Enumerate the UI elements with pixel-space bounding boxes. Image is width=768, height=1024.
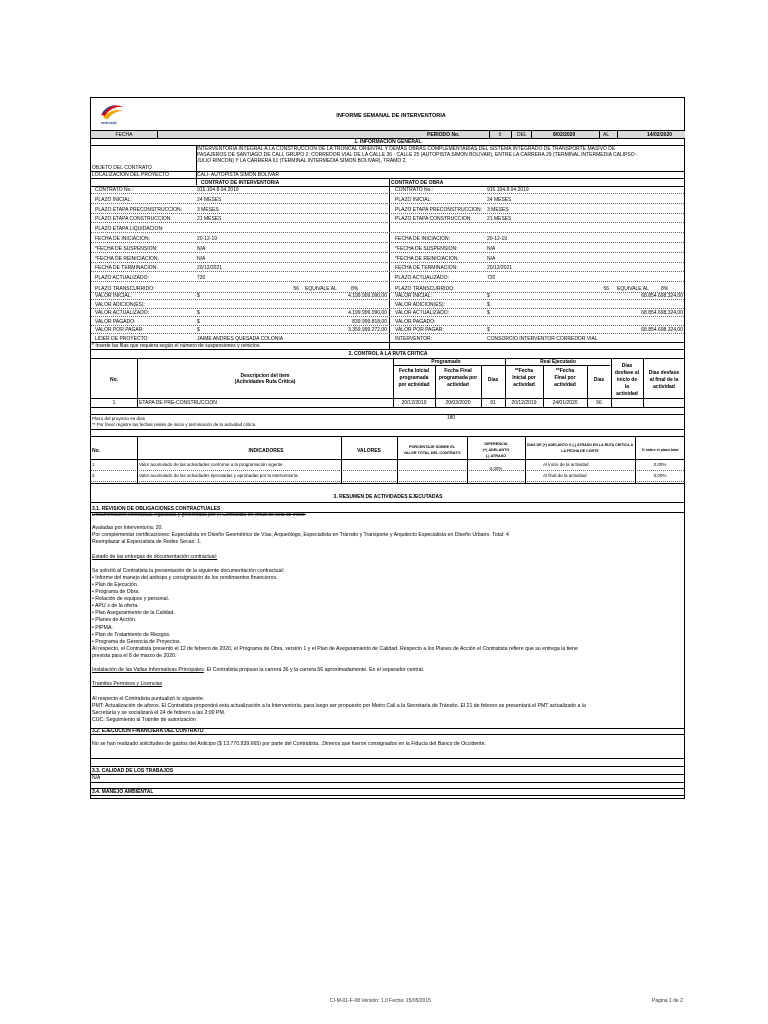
activity-line: Estado de las entregas de documentación contractual: xyxy=(92,553,218,560)
pct-label-2: VALOR TOTAL DEL CONTRATO xyxy=(403,451,461,455)
ff-real-label-1: **Fecha xyxy=(555,368,575,374)
ci-row-line xyxy=(91,186,388,194)
ff-real-label-3: actividad xyxy=(554,382,576,388)
ci-row-value: 720 xyxy=(197,275,206,282)
indicator-cell: Al inicio de la actividad xyxy=(543,462,589,467)
ci-row-label: PLAZO ETAPA PRECONSTRUCCION: xyxy=(95,206,183,213)
ci-row-line xyxy=(91,215,388,223)
co-row-line xyxy=(389,186,684,194)
ci-row-value: 915.104.8.04.2019 xyxy=(197,187,239,193)
activity-line: • Programa de Obra. xyxy=(92,589,140,595)
ind-plazo-label: % sobre el plazo total xyxy=(641,448,679,452)
co-money-line xyxy=(389,292,684,300)
ci-row-value: N/A xyxy=(197,245,206,252)
ci-row-label: *FECHA DE REINICIACION: xyxy=(95,255,159,262)
activity-line: Secretaría y se socializará el 24 de febrero a las 2:00 PM. xyxy=(92,709,226,716)
ind-no-label: No. xyxy=(92,448,101,454)
ci-row-line xyxy=(91,255,388,263)
co-money-value: 68.854.698.324,00 xyxy=(641,293,683,299)
ci-money-label: VALOR POR PAGAR: xyxy=(95,327,144,334)
co-money-label: VALOR PAGADO: xyxy=(395,318,436,325)
ci-row-label: *FECHA DE SUSPENSIÓN: xyxy=(95,245,158,252)
co-row-label: PLAZO ETAPA PRECONSTRUCCION: xyxy=(395,206,483,213)
ind-dias-label-2: LA FECHA DE CORTE xyxy=(561,449,599,453)
ci-row-value: 20/12/2021 xyxy=(197,265,223,272)
co-row-line xyxy=(389,245,684,253)
ci-money-line xyxy=(91,309,388,317)
section-2-note: ** Por favor registre las fechas reales de inicio y terminación de la actividad critica. xyxy=(92,422,257,427)
ci-money-currency: $ xyxy=(197,293,200,299)
ci-money-line xyxy=(91,292,388,300)
activity-line: • Plan de Tratamiento de Riesgos. xyxy=(92,631,171,638)
indicadores-label: INDICADORES xyxy=(248,448,284,454)
footer-page: Página 1 de 2 xyxy=(652,998,683,1004)
activity-line: PMT: Actualización de aforos. El Contratista propondrá esta actualización a la Interventoría, para luego ser propuesto por Metro Cali a la Secretaría de Tránsito. El 21 de febrero se presentará el PMT actualizado a la xyxy=(92,702,586,709)
dd-fin-label-2: al final de la xyxy=(649,377,679,383)
ci-money-value: 4.199.999.090,00 xyxy=(348,293,387,299)
co-row-label: CONTRATO No.: xyxy=(395,187,434,193)
objeto-line-3: JULIO RINCÓN) Y LA CARRERA 61 (TERMINAL INTERMEDIA SIMON BOLIVAR), TRAMO 2. xyxy=(197,158,407,164)
ci-row-line xyxy=(91,196,388,204)
metrocali-logo xyxy=(99,103,125,125)
ci-money-value: 3.359.999.272,00 xyxy=(348,327,387,334)
activity-line: • Plan de Ejecución. xyxy=(92,581,139,588)
co-row-line xyxy=(389,255,684,263)
ci-row-line xyxy=(91,245,388,253)
dd-ini-label-4: la xyxy=(624,384,630,390)
indicator-cell: Al final de la actividad xyxy=(543,473,587,478)
co-row-line xyxy=(389,225,684,233)
ff-real-label-2: Final por xyxy=(554,375,576,381)
activity-line: prevista para el 8 de marzo de 2020. xyxy=(92,652,177,659)
dif-label-2: (+) ADELANTO xyxy=(482,448,510,452)
periodo-number: 5 xyxy=(498,132,502,138)
footer-code: CI-M-01-F-08 Versión: 1.0 Fecha: 15/05/2015 xyxy=(330,998,431,1004)
lider-label: LIDER DE PROYECTO: xyxy=(95,336,149,342)
subsection-3-4-title: 3.4. MANEJO AMBIENTAL xyxy=(92,789,154,795)
ff-prog-label-1: Fecha Final xyxy=(444,368,472,374)
localizacion-label: LOCALIZACION DEL PROYECTO xyxy=(92,172,169,178)
section-2-title: 2. CONTROL A LA RUTA CRITICA xyxy=(348,351,428,357)
cr-row-dias-prog: 91 xyxy=(490,400,496,406)
periodo-label: PERIODO No. xyxy=(427,132,460,138)
subsection-3-2-text: No se han realizado solicitudes de gastos del Anticipo ($ 13.770.939.665) por parte del Contratista. .Dineros que fueron consignados en la Fiducia del Banco de Occidente. xyxy=(92,741,486,747)
cr-row-dias-real: 56 xyxy=(596,400,602,406)
subsection-3-2-title: 3.2. EJECUCION FINANCIERA DEL CONTRATO xyxy=(92,728,204,734)
ci-row-label: PLAZO ACTUALIZADO: xyxy=(95,275,149,282)
co-row-line xyxy=(389,215,684,223)
co-plazo-days: 56 xyxy=(603,286,609,292)
fi-prog-label-2: programada xyxy=(399,375,429,381)
co-row-label: *FECHA DE REINICIACION: xyxy=(395,255,459,262)
cr-row-desc: ETAPA DE PRE-CONSTRUCCION xyxy=(139,400,217,406)
interventor-label: INTERVENTOR: xyxy=(395,336,433,342)
co-money-line xyxy=(389,318,684,326)
activity-line: • PIPMA. xyxy=(92,624,113,631)
fi-real-label-1: **Fecha xyxy=(514,368,534,374)
co-money-line xyxy=(389,309,684,317)
co-row-value: N/A xyxy=(487,245,496,252)
dd-ini-label-3: inicio de xyxy=(616,377,638,383)
indicator-cell: Valor acumulado de las actividades ejecutadas y aprobadas por la Interventoría. xyxy=(139,473,299,478)
ci-row-label: FECHA DE TERMINACION: xyxy=(95,265,158,272)
activity-line: Por complementar certificaciones: Especialista en Diseño Geométrico de Vías, Arqueólogo, Especialista en Tránsito y Transporte y Arquitecto Especialista en Diseño Urbano. Total: 4 xyxy=(92,532,509,539)
section-1-title: 1. INFORMACIÓN GENERAL xyxy=(354,139,422,145)
co-row-value: N/A xyxy=(487,255,496,262)
real-label: Real Ejecutado xyxy=(540,359,576,365)
ci-row-line xyxy=(91,274,388,282)
subsection-3-3-title: 3.3. CALIDAD DE LOS TRABAJOS xyxy=(92,768,174,774)
ci-money-label: VALOR ACTUALIZADO: xyxy=(95,310,150,317)
ci-plazo-label: PLAZO TRANSCURRIDO: xyxy=(95,286,155,292)
ci-money-line xyxy=(91,326,388,334)
co-row-label: FECHA DE INICIACION: xyxy=(395,236,451,242)
ci-row-value: N/A xyxy=(197,255,206,262)
co-money-line xyxy=(389,326,684,334)
ci-row-label: CONTRATO No.: xyxy=(95,187,134,193)
co-row-label: *FECHA DE SUSPENSIÓN: xyxy=(395,245,458,252)
dias-real-label: Días xyxy=(593,377,605,383)
localizacion-value: CALI- AUTOPISTA SIMON BOLIVAR xyxy=(197,172,279,178)
fi-prog-label-3: por actividad xyxy=(398,382,430,388)
del-date: 8/02/2020 xyxy=(553,132,576,138)
co-row-line xyxy=(389,274,684,282)
ci-row-label: FECHA DE INICIACION: xyxy=(95,236,151,242)
ci-row-line xyxy=(91,264,388,272)
activity-line: • APU´s de la oferta. xyxy=(92,603,139,610)
co-row-label: PLAZO ETAPA CONSTRUCCIÓN: xyxy=(395,216,472,223)
co-row-label: PLAZO INICIAL: xyxy=(395,196,432,203)
ff-prog-label-2: programada por xyxy=(438,375,478,381)
fi-real-label-2: Inicial por xyxy=(512,375,536,381)
ci-money-label: VALOR ADICION(ES): xyxy=(95,301,145,308)
ci-row-label: PLAZO ETAPA CONSTRUCCIÓN: xyxy=(95,216,172,223)
objeto-line-1: INTERVENTORÍA INTEGRAL A LA CONSTRUCCIÓN DE LA TRONCAL ORIENTAL Y DEMÁS OBRAS COMPLEMENTARIAS DEL SISTEMA INTEGRADO DE TRANSPORTE MASIVO DE xyxy=(197,146,616,152)
co-row-line xyxy=(389,264,684,272)
ci-row-line xyxy=(91,235,388,243)
activity-line: Tramites Permisos y Licencias xyxy=(92,681,163,688)
co-row-line xyxy=(389,196,684,204)
dd-ini-label-2: desfase al xyxy=(614,370,640,376)
cr-row-ff-prog: 20/03/2020 xyxy=(445,400,471,406)
logo-swoosh-icon xyxy=(99,103,125,121)
indicator-cell: 0,00% xyxy=(653,473,667,478)
co-row-label: PLAZO ACTUALIZADO: xyxy=(395,275,449,282)
valores-label: VALORES xyxy=(357,448,381,454)
section-1-note: * Inserte las filas que requiera según el número de suspensiones y reinicios. xyxy=(92,343,261,349)
ff-prog-label-3: actividad xyxy=(447,382,469,388)
co-money-currency: $ xyxy=(487,301,490,308)
ci-money-currency: $ xyxy=(197,310,200,317)
ci-plazo-days: 56 xyxy=(293,286,299,292)
co-money-label: VALOR ADICION(ES): xyxy=(395,301,445,308)
contrato-interventoria-title: CONTRATO DE INTERVENTORIA xyxy=(201,180,280,186)
co-money-value: 68.854.698.324,00 xyxy=(641,327,683,334)
co-money-line xyxy=(389,301,684,309)
logo-text: metrocali xyxy=(101,121,117,125)
ci-equivale-label: EQUIVALE AL xyxy=(305,286,337,292)
activity-line: Se solicitó al Contratista la presentación de la siguiente documentación contractual: xyxy=(92,567,285,574)
activity-line: • Informe del manejo del anticipo y consignación de los rendimientos financieros. xyxy=(92,574,278,581)
ci-money-line xyxy=(91,301,388,309)
dd-fin-label-3: actividad xyxy=(653,384,675,390)
cr-row-no: 1 xyxy=(112,400,116,406)
fi-prog-label-1: Fecha Inicial xyxy=(398,368,429,374)
dif-label-3: (-) ATRASO xyxy=(485,454,507,458)
dias-prog-label: Días xyxy=(487,377,499,383)
co-row-label: FECHA DE TERMINACION: xyxy=(395,265,458,272)
ci-money-currency: $ xyxy=(197,327,200,334)
interventor-value: CONSORCIO INTERVENTOR CORREDOR VIAL xyxy=(487,336,598,342)
co-row-value: 20/12/2021 xyxy=(487,265,513,272)
activity-line: Reemplazar al Especialista de Redes Secas: 1. xyxy=(92,539,202,546)
objeto-line-2: PASAJEROS DE SANTIAGO DE CALI, GRUPO 2: CORREDOR VIAL DE LA CALLE 36 - CALLE 25 (AUTOPISTA SIMON BOLIVAR), ENTRE LA CARRERA 29 (TERMINAL INTERMEDIA CALIPSO - xyxy=(197,152,638,158)
ci-row-line xyxy=(91,225,388,233)
dif-label-1: DIFERENCIA xyxy=(484,442,508,446)
co-row-line xyxy=(389,206,684,214)
ind-dias-label-1: DIAS DE (+) ADELANTO O (-) ATRASO EN LA RUTA CRITICA A xyxy=(526,443,634,447)
activity-line: • Programa de Gerencia de Proyectos. xyxy=(92,638,181,645)
indicator-row-line xyxy=(91,461,684,471)
ci-money-line xyxy=(91,318,388,326)
indicator-cell: 0,00% xyxy=(653,462,667,467)
pct-label-1: PORCENTAJE SOBRE EL xyxy=(408,445,456,449)
report-sheet xyxy=(90,97,685,799)
activity-line: Instalación de las Vallas Informativas Principales: El Contratista propuso la carrera 36 y la carrera 56 aproximadamente. En el separador central. xyxy=(92,667,425,674)
ci-plazo-pct: 8% xyxy=(351,286,359,292)
al-label: AL xyxy=(603,132,610,138)
programado-label: Programado xyxy=(431,359,461,365)
ci-money-label: VALOR PAGADO: xyxy=(95,318,136,325)
co-money-label: VALOR POR PAGAR: xyxy=(395,327,444,334)
plazo-proyecto-label: Plazo del proyecto en días xyxy=(92,416,146,421)
ci-money-value: 839.999.818,00 xyxy=(352,318,387,325)
ci-row-line xyxy=(91,206,388,214)
desc-label-1: Descripcion del item xyxy=(240,373,290,379)
co-money-currency: $ xyxy=(487,293,490,299)
ci-row-label: PLAZO INICIAL: xyxy=(95,196,132,203)
activity-line: Al respecto, el Contratista presentó el 12 de febrero de 2020, el Programa de Obra, versión 1 y el Plan de Aseguramiento de Calidad. Respecto a los Planes de Acción el Contratista refiere que su entrega la tiene xyxy=(92,645,578,652)
fecha-label: FECHA xyxy=(115,132,133,138)
dd-ini-label-5: actividad xyxy=(616,391,638,397)
lider-value: JAIME ANDRES QUESADA COLONIA xyxy=(197,336,284,342)
co-row-value: 20-12-19 xyxy=(487,236,508,242)
dd-ini-label-1: Días xyxy=(621,363,633,369)
section-3-title: 3. RESUMEN DE ACTIVIDADES EJECUTADAS xyxy=(333,494,443,500)
indicator-cell: 0,00% xyxy=(489,466,503,471)
ci-money-label: VALOR INICIAL: xyxy=(95,293,132,299)
co-row-value: 3 MESES xyxy=(487,206,509,213)
co-money-value: 68.854.698.324,00 xyxy=(641,310,683,317)
del-label: DEL xyxy=(517,132,527,138)
indicator-cell: 1 xyxy=(92,462,95,467)
co-plazo-label: PLAZO TRANSCURRIDO: xyxy=(395,286,455,292)
indicator-cell: 2 xyxy=(92,473,95,478)
ci-row-value: 20-12-19 xyxy=(197,236,218,242)
co-money-label: VALOR ACTUALIZADO: xyxy=(395,310,450,317)
activity-line: Avaladas por Interventoría: 20. xyxy=(92,525,163,532)
plazo-proyecto-value: 180 xyxy=(446,415,456,421)
ci-row-label: PLAZO ETAPA LIQUIDACION: xyxy=(95,226,164,233)
report-title: INFORME SEMANAL DE INTERVENTORIA xyxy=(336,113,446,119)
co-money-currency: $ xyxy=(487,310,490,317)
co-row-value: 24 MESES xyxy=(487,196,512,203)
subsection-3-1-title: 3.1. REVISION DE OBLIGACIONES CONTRACTUALES xyxy=(92,506,221,512)
co-money-currency: $ xyxy=(487,327,490,334)
indicator-cell: Valor acumulado de las actividades conforme a la programación vigente xyxy=(139,462,283,467)
cr-row-ff-real: 24/01/2020 xyxy=(552,400,578,406)
co-equivale-label: EQUIVALE AL xyxy=(617,286,649,292)
co-row-value: 21 MESES xyxy=(487,216,512,223)
ci-money-value: 4.199.999.090,00 xyxy=(348,310,387,317)
co-money-label: VALOR INICIAL: xyxy=(395,293,432,299)
co-row-value: 915.104.8.04.2019 xyxy=(487,187,529,193)
ci-money-currency: $ xyxy=(197,318,200,325)
no-label: No. xyxy=(109,377,119,383)
co-row-value: 720 xyxy=(487,275,496,282)
co-row-line xyxy=(389,235,684,243)
activity-line: Al respecto el Contratista puntualizó lo siguiente: xyxy=(92,695,205,702)
subsection-3-3-text: N/A xyxy=(92,775,101,781)
fi-real-label-3: actividad xyxy=(513,382,535,388)
al-date: 14/02/2020 xyxy=(647,132,673,138)
cr-row-fi-real: 20/12/2019 xyxy=(511,400,537,406)
co-plazo-pct: 8% xyxy=(661,286,669,292)
ci-row-value: 3 MESES xyxy=(197,206,219,213)
activity-line: • Planes de Acción. xyxy=(92,617,137,624)
indicator-row-line xyxy=(91,472,684,482)
objeto-label: OBJETO DEL CONTRATO xyxy=(92,165,152,171)
subsection-3-1-intro: Documentación contractual legalizada y presentada por el Contratista en virtud de acta de inicio: xyxy=(92,512,306,518)
ci-row-value: 24 MESES xyxy=(197,196,222,203)
contrato-obra-title: CONTRATO DE OBRA xyxy=(391,180,444,186)
activity-line: • Relación de equipos y personal. xyxy=(92,596,170,603)
dd-fin-label-1: Días desfase xyxy=(648,370,680,376)
ci-row-value: 21 MESES xyxy=(197,216,222,223)
activity-line: • Plan Aseguramiento de la Calidad. xyxy=(92,610,175,617)
desc-label-2: (Actividades Ruta Critica) xyxy=(234,379,296,385)
cr-row-fi-prog: 20/12/2019 xyxy=(401,400,427,406)
activity-line: CUC: Seguimiento al Trámite de autorización xyxy=(92,716,196,723)
